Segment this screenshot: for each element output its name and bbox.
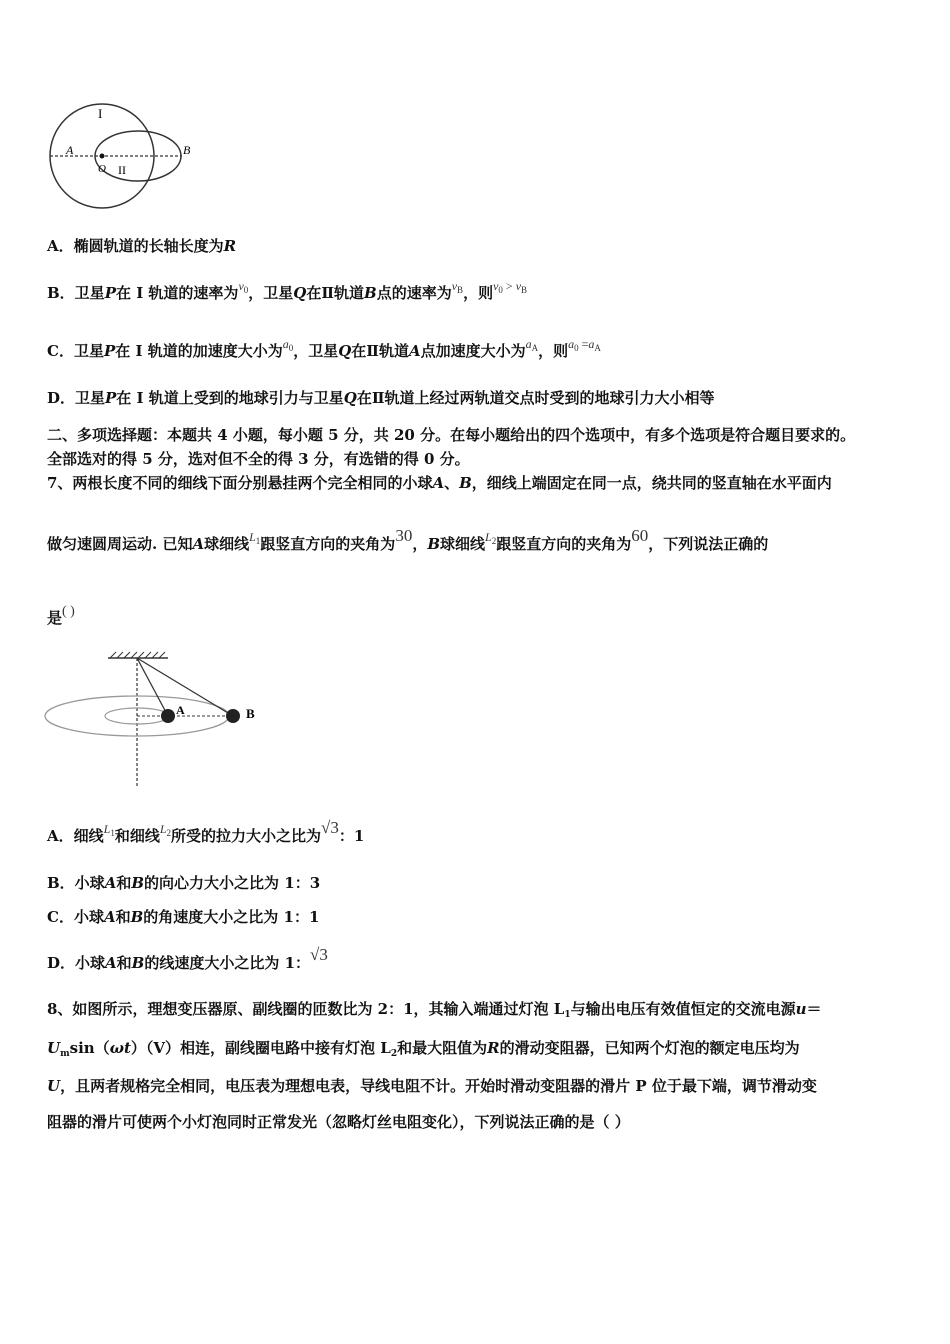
label-ball-B: B <box>246 706 255 721</box>
label-ball-A: A <box>176 703 185 717</box>
q6-option-c: C．卫星P在 I 轨道的加速度大小为$^{a_0}$，卫星Q在Ⅱ轨道A点加速度大小为$^{a_A}$，则$^{a_0 =a_A}$ <box>47 337 601 360</box>
label-II: II <box>118 163 126 177</box>
q7-option-c: C．小球A和B的角速度大小之比为 1：1 <box>47 908 320 926</box>
ball-A <box>161 709 175 723</box>
label-B: B <box>183 143 191 157</box>
string-L2 <box>137 658 233 716</box>
q6-option-b: B．卫星P在 I 轨道的速率为$^{v_0}$，卫星Q在Ⅱ轨道B点的速率为$^{v_B}$，则$^{v_0 > v_B}$ <box>47 279 528 302</box>
label-I: I <box>98 106 103 121</box>
section2-line1: 二、多项选择题：本题共 4 小题，每小题 5 分，共 20 分。在每小题给出的四个选项中，有多个选项是符合题目要求的。 <box>47 426 856 444</box>
earth-center-dot <box>100 154 105 159</box>
ceiling-hatch <box>110 652 165 658</box>
q7-option-d: D．小球A和B的线速度大小之比为 1：√3 <box>47 945 328 972</box>
q6-option-d: D．卫星P在 I 轨道上受到的地球引力与卫星Q在Ⅱ轨道上经过两轨道交点时受到的地球引力大小相等 <box>47 389 715 407</box>
q6-option-a: A．椭圆轨道的长轴长度为R <box>47 237 237 255</box>
q7-stem-line1: 7、两根长度不同的细线下面分别悬挂两个完全相同的小球A、B，细线上端固定在同一点，绕共同的竖直轴在水平面内 <box>47 474 832 492</box>
q7-option-b: B．小球A和B的向心力大小之比为 1：3 <box>47 874 321 892</box>
q7-option-a: A．细线$^{L_1}$和细线$^{L_2}$所受的拉力大小之比为√3：1 <box>47 818 365 845</box>
q7-stem-line2: 做匀速圆周运动. 已知A球细线$^{L_1}$跟竖直方向的夹角为30，B球细线$^{L_2}$跟竖直方向的夹角为60，下列说法正确的 <box>47 526 769 553</box>
ball-B <box>226 709 240 723</box>
q8-stem-line1: 8、如图所示，理想变压器原、副线圈的匝数比为 2：1，其输入端通过灯泡 $L_1$与输出电压有效值恒定的交流电源u＝ <box>47 1000 822 1020</box>
section2-line2: 全部选对的得 5 分，选对但不全的得 3 分，有选错的得 0 分。 <box>47 450 470 468</box>
q8-stem-line3: U，且两者规格完全相同，电压表为理想电表，导线电阻不计。开始时滑动变阻器的滑片 P 位于最下端，调节滑动变 <box>47 1077 817 1095</box>
q8-stem-line4: 阻器的滑片可使两个小灯泡同时正常发光（忽略灯丝电阻变化），下列说法正确的是（ ） <box>47 1113 630 1131</box>
q8-stem-line2: $U_m\sin(\omega t)(V)$相连，副线圈电路中接有灯泡 $L_2$和最大阻值为R的滑动变阻器，已知两个灯泡的额定电压均为 <box>47 1039 800 1059</box>
label-O: O <box>98 163 106 175</box>
label-A: A <box>66 143 74 157</box>
orbit-figure <box>40 100 240 220</box>
pendulum-figure <box>40 648 280 788</box>
q7-stem-line3: 是( ) <box>47 604 75 627</box>
